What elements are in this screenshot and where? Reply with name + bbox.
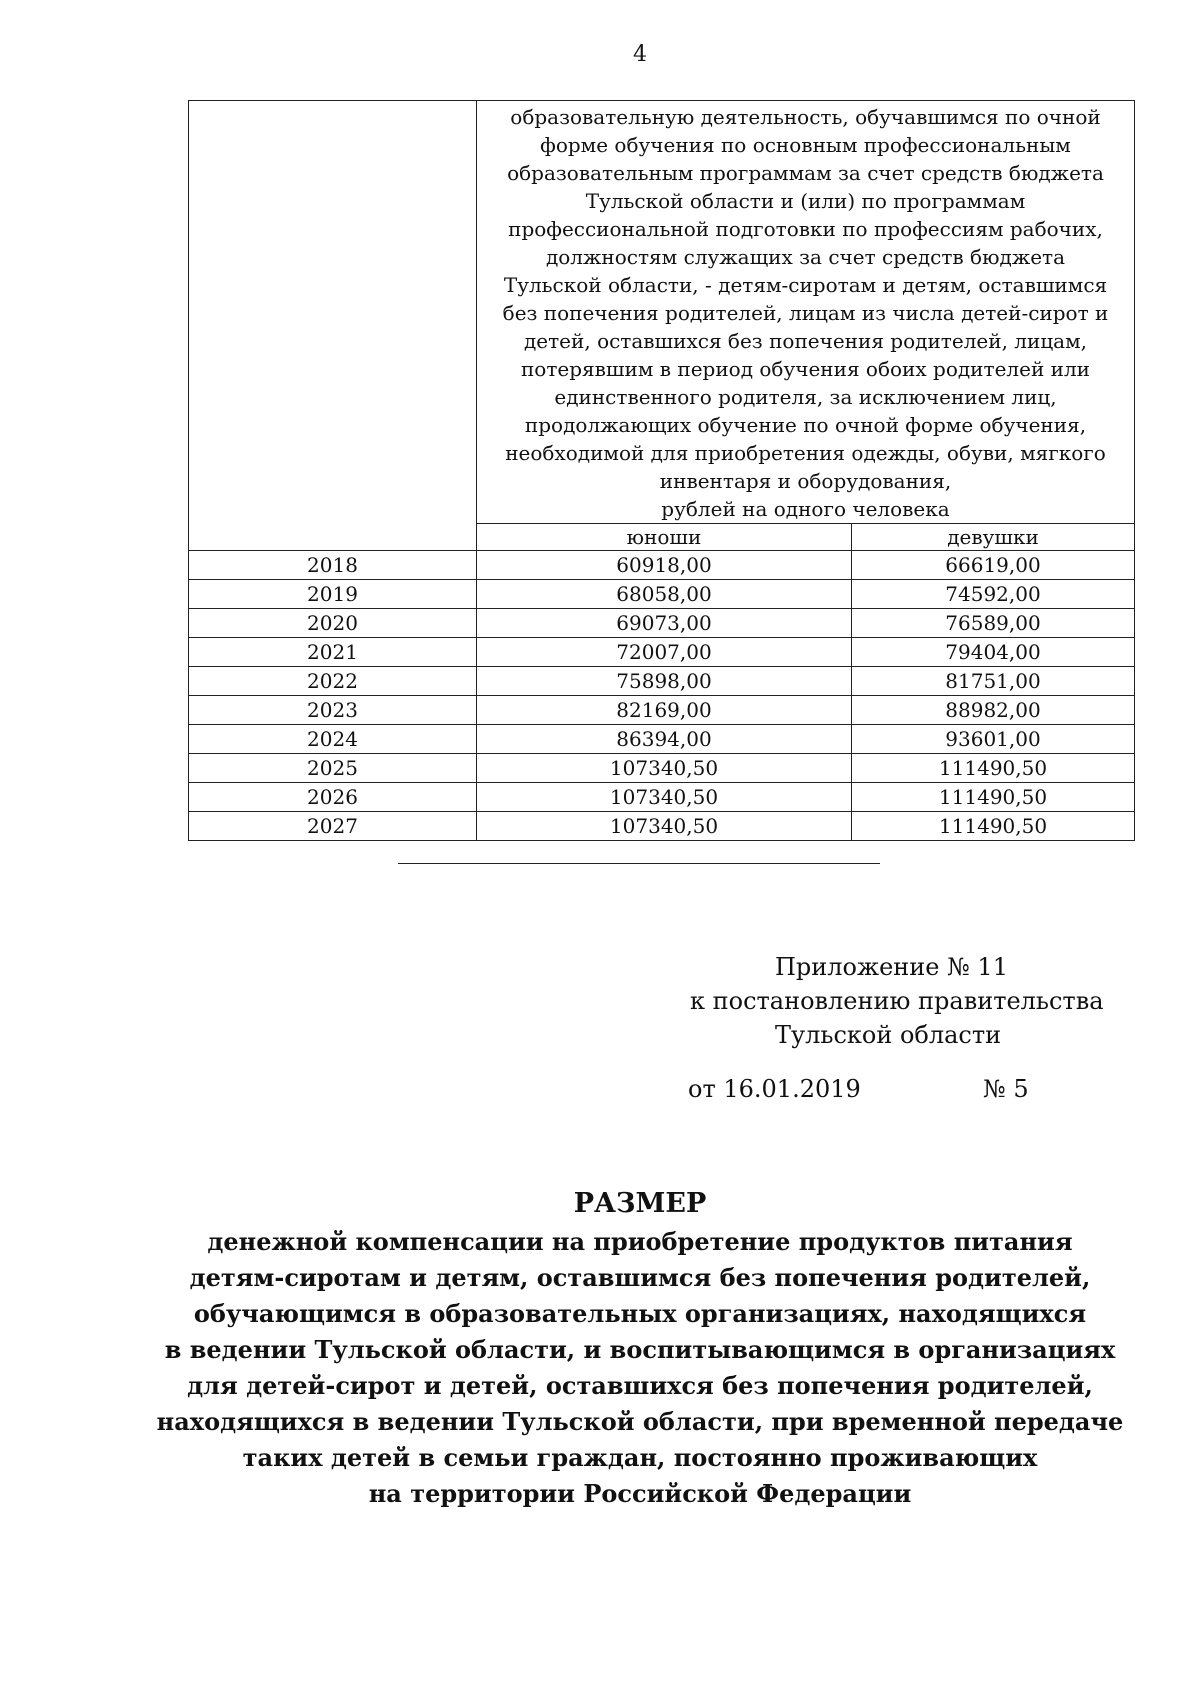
year-cell: 2018 <box>189 551 477 580</box>
table-header-text: образовательную деятельность, обучавшимся по очной форме обучения по основным профессиональным образовательным программам за счет средств бюджета Тульской области и (или) по программам профессиональной подготовки по профессиям рабочих, должностям служащих за счет средств бюджета Тульской области, - детям-сиротам и детям, оставшимся без попечения родителей, лицам из числа детей-сирот и детей, оставшихся без попечения родителей, лицам, потерявшим в период обучения обоих родителей или единственного родителя, за исключением лиц, продолжающих обучение по очной форме обучения, необходимой для приобретения одежды, обуви, мягкого инвентаря и оборудования, <box>502 105 1109 493</box>
year-header-cell <box>189 101 477 551</box>
girl-value-cell: 74592,00 <box>852 580 1135 609</box>
appendix-title: Приложение № 11 <box>775 953 1008 981</box>
subtitle-line: в ведении Тульской области, и воспитывающимся в организациях <box>164 1335 1116 1364</box>
girl-value-cell: 66619,00 <box>852 551 1135 580</box>
table-row <box>189 667 1135 696</box>
table-row <box>189 609 1135 638</box>
young-value-cell: 86394,00 <box>477 725 852 754</box>
girl-value-cell: 81751,00 <box>852 667 1135 696</box>
subtitle-line: детям-сиротам и детям, оставшимся без попечения родителей, <box>189 1263 1091 1292</box>
young-value-cell: 107340,50 <box>477 754 852 783</box>
table-row <box>189 638 1135 667</box>
young-value-cell: 107340,50 <box>477 812 852 841</box>
table-row <box>189 754 1135 783</box>
subtitle-line: денежной компенсации на приобретение продуктов питания <box>207 1227 1073 1256</box>
table-header-cell <box>477 101 1135 524</box>
young-value-cell: 82169,00 <box>477 696 852 725</box>
young-value-cell: 72007,00 <box>477 638 852 667</box>
compensation-table <box>188 100 1135 841</box>
young-value-cell: 69073,00 <box>477 609 852 638</box>
girl-value-cell: 88982,00 <box>852 696 1135 725</box>
girl-value-cell: 111490,50 <box>852 783 1135 812</box>
table-row <box>189 725 1135 754</box>
year-cell: 2020 <box>189 609 477 638</box>
table-row <box>189 580 1135 609</box>
table-row <box>189 551 1135 580</box>
page-number: 4 <box>633 42 647 67</box>
year-cell: 2023 <box>189 696 477 725</box>
girl-value-cell: 111490,50 <box>852 754 1135 783</box>
year-cell: 2024 <box>189 725 477 754</box>
table-header-unit: рублей на одного человека <box>661 497 950 521</box>
girl-value-cell: 111490,50 <box>852 812 1135 841</box>
document-title: РАЗМЕР <box>573 1188 707 1219</box>
young-value-cell: 68058,00 <box>477 580 852 609</box>
col-young-header: юноши <box>477 524 852 551</box>
subtitle-line: таких детей в семьи граждан, постоянно проживающих <box>242 1443 1038 1472</box>
section-divider <box>398 863 880 864</box>
subtitle-line: находящихся в ведении Тульской области, при временной передаче <box>156 1407 1124 1436</box>
subtitle-line: обучающимся в образовательных организациях, находящихся <box>193 1299 1087 1328</box>
year-cell: 2019 <box>189 580 477 609</box>
appendix-block <box>600 950 1200 1052</box>
year-cell: 2027 <box>189 812 477 841</box>
document-subtitle <box>0 1224 1200 1512</box>
young-value-cell: 107340,50 <box>477 783 852 812</box>
table-row <box>189 812 1135 841</box>
appendix-region: Тульской области <box>775 1021 1002 1049</box>
year-cell: 2025 <box>189 754 477 783</box>
young-value-cell: 60918,00 <box>477 551 852 580</box>
col-girl-header: девушки <box>852 524 1135 551</box>
table-row <box>189 696 1135 725</box>
girl-value-cell: 93601,00 <box>852 725 1135 754</box>
subtitle-line: для детей-сирот и детей, оставшихся без попечения родителей, <box>187 1371 1093 1400</box>
table-header-row <box>189 101 1135 524</box>
girl-value-cell: 76589,00 <box>852 609 1135 638</box>
appendix-number: № 5 <box>983 1075 1029 1103</box>
girl-value-cell: 79404,00 <box>852 638 1135 667</box>
subtitle-line: на территории Российской Федерации <box>368 1479 912 1508</box>
year-cell: 2021 <box>189 638 477 667</box>
year-cell: 2026 <box>189 783 477 812</box>
appendix-date: от 16.01.2019 <box>688 1075 861 1103</box>
young-value-cell: 75898,00 <box>477 667 852 696</box>
table-row <box>189 783 1135 812</box>
year-cell: 2022 <box>189 667 477 696</box>
appendix-reference: к постановлению правительства <box>690 987 1104 1015</box>
